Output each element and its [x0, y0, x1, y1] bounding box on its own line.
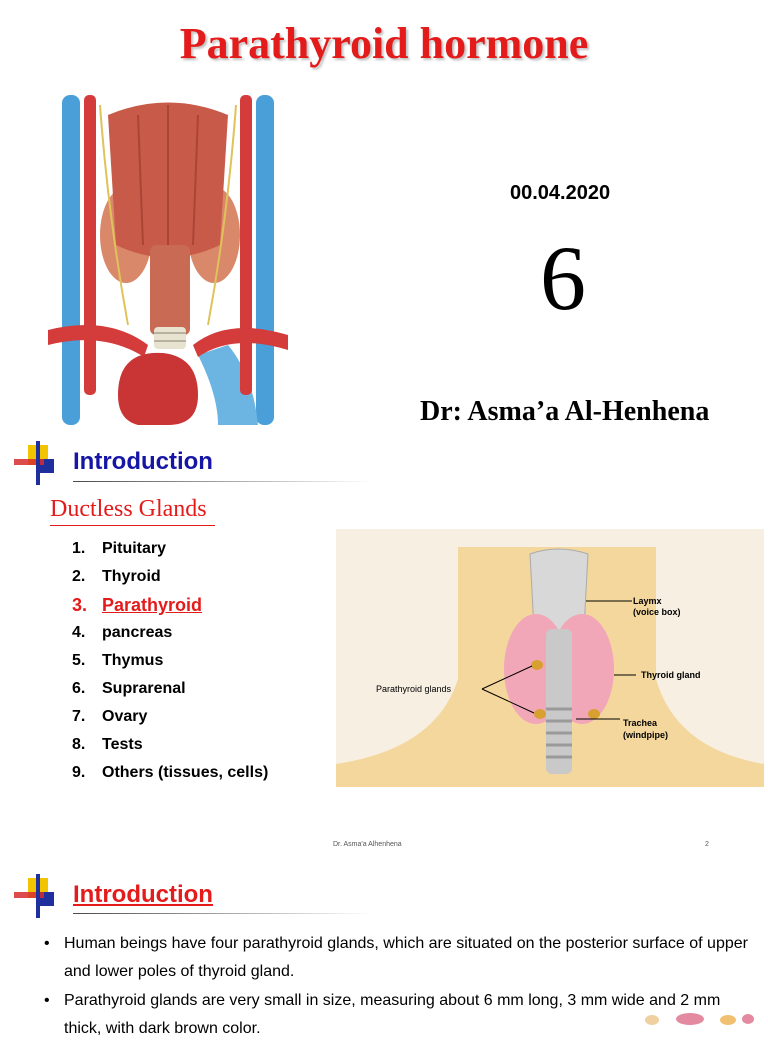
list-item: 5. Thymus — [72, 652, 164, 669]
thyroid-diagram — [336, 529, 764, 787]
bullet-item: • Human beings have four parathyroid glands, which are situated on the posterior surface of upper and lower poles of thyroid gland. — [44, 930, 756, 986]
slide-title: Parathyroid hormone — [179, 19, 589, 68]
heading-bullet-icon — [14, 441, 64, 489]
list-item: 4. pancreas — [72, 624, 173, 641]
gland-list — [72, 538, 268, 790]
footer-page-number: 2 — [705, 841, 709, 848]
footer-author: Dr. Asma'a Alhenhena — [333, 841, 402, 848]
heading-bullet-icon — [14, 874, 64, 922]
subheading: Ductless Glands — [50, 496, 207, 522]
section-heading: Introduction — [73, 448, 213, 475]
parathyroid-label: Parathyroid glands — [376, 684, 452, 694]
list-item: 8. Tests — [72, 736, 143, 753]
list-item: 6. Suprarenal — [72, 680, 186, 697]
trachea-sublabel: (windpipe) — [623, 730, 668, 740]
larynx-label: Laymx — [633, 596, 662, 606]
subheading-underline — [50, 525, 215, 526]
lecture-number: 6 — [540, 227, 586, 329]
heading-divider — [73, 481, 373, 482]
list-item-highlighted: 3. Parathyroid — [72, 595, 203, 615]
bullet-list — [44, 930, 756, 1044]
list-item: 1. Pituitary — [72, 540, 167, 557]
neck-anatomy-illustration — [48, 95, 288, 425]
presentation-date: 00.04.2020 — [510, 182, 611, 204]
bullet-item: • Parathyroid glands are very small in size, measuring about 6 mm long, 3 mm wide and 2 mm thick, with dark brown color. — [44, 987, 756, 1043]
list-item: 2. Thyroid — [72, 568, 161, 585]
heading-divider — [73, 913, 373, 914]
thyroid-label: Thyroid gland — [641, 670, 701, 680]
decorative-illustration — [640, 1010, 760, 1024]
list-item: 7. Ovary — [72, 708, 148, 725]
author-name: Dr: Asma’a Al-Henhena — [420, 396, 710, 427]
list-item: 9. Others (tissues, cells) — [72, 764, 269, 781]
section-heading: Introduction — [73, 881, 213, 908]
trachea-label: Trachea — [623, 718, 658, 728]
larynx-sublabel: (voice box) — [633, 607, 681, 617]
